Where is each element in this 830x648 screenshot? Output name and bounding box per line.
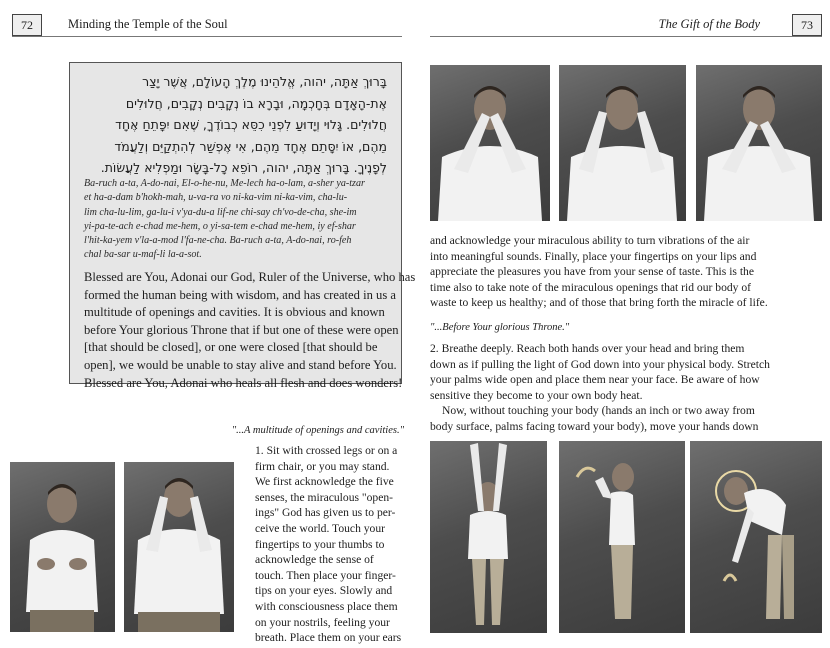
photo-fingers-on-ears bbox=[559, 65, 686, 221]
step-1-line: firm chair, or you may stand. bbox=[255, 459, 390, 473]
english-blessing bbox=[84, 269, 416, 392]
person-hands-to-eyes-illustration bbox=[124, 462, 234, 632]
hebrew-line: חֲלוּלִים. גָּלוּי וְיָדוּעַ לִפְנֵי כִסֵּא כְבוֹדֶךָ, שֶׁאִם יִפָּתֵחַ אֶחָד bbox=[115, 117, 387, 132]
right-paragraph-1 bbox=[430, 233, 768, 311]
english-line: multitude of openings and cavities. It is obvious and known bbox=[84, 305, 385, 320]
hebrew-line: מֵהֶם, אוֹ יִסָּתֵם אֶחָד מֵהֶם, אִי אֶפְשַׁר לְהִתְקַיֵּם וְלַעֲמֹד bbox=[114, 138, 387, 154]
english-line: Blessed are You, Adonai our God, Ruler of the Universe, who has bbox=[84, 270, 416, 284]
step-1-line: with consciousness place them bbox=[255, 599, 398, 613]
translit-line: l'hit-ka-yem v'la-a-mod l'fa-ne-cha. Ba-ruch a-ta, A-do-nai, ro-feh bbox=[84, 235, 352, 247]
step-1-line: We first acknowledge the five bbox=[255, 475, 394, 489]
right-running-head: The Gift of the Body bbox=[658, 17, 760, 31]
left-caption: "...A multitude of openings and cavities." bbox=[231, 425, 404, 436]
translit-line: Ba-ruch a-ta, A-do-nai, El-o-he-nu, Me-lech ha-o-lam, a-sher ya-tzar bbox=[84, 178, 365, 189]
person-seated-illustration bbox=[10, 462, 115, 632]
blessing-box bbox=[69, 62, 416, 390]
step-1-line: ceive the world. Touch your bbox=[255, 521, 386, 535]
hebrew-blessing bbox=[86, 71, 387, 179]
english-line: open], we would be unable to stay alive and stand before You. bbox=[84, 357, 397, 372]
step-1-line: touch. Then place your finger- bbox=[255, 568, 396, 582]
hebrew-line: בָּרוּךְ אַתָּה, יהוה, אֱלֹהֵינוּ מֶלֶךְ הָעוֹלָם, אֲשֶׁר יָצַר bbox=[142, 74, 387, 89]
step-1-line: acknowledge the sense of bbox=[255, 553, 374, 567]
photo-bending-forward bbox=[690, 441, 822, 633]
step-2-text bbox=[430, 341, 770, 434]
step-1-line: ings" God has given us to per- bbox=[255, 506, 396, 520]
english-line: formed the human being with wisdom, and has created in us a bbox=[84, 287, 396, 302]
step-1-line: tips on your eyes. Slowly and bbox=[255, 584, 393, 598]
right-header-rule bbox=[430, 36, 822, 37]
step-1-line: senses, the miraculous "open- bbox=[255, 490, 394, 504]
transliteration bbox=[84, 177, 389, 263]
right-para-line: into meaningful sounds. Finally, place your fingertips on your lips and bbox=[430, 249, 757, 263]
person-hands-to-ears-illustration bbox=[559, 65, 686, 221]
step-1-line: on your nostrils, feeling your bbox=[255, 615, 390, 629]
hebrew-line: אֶת-הָאָדָם בְּחָכְמָה, וּבָרָא בוֹ נְקָבִים נְקָבִים, חֲלוּלִים bbox=[125, 95, 387, 111]
photo-fingers-on-eyes bbox=[124, 462, 234, 632]
person-reaching-up-illustration bbox=[430, 441, 547, 633]
step-2-line: your palms wide open and place them near your face. Be aware of how bbox=[430, 373, 760, 386]
translit-line: lim cha-lu-lim, ga-lu-i v'ya-du-a lif-ne chi-say ch'vo-de-cha, she-im bbox=[84, 206, 357, 218]
step-2-line: 2. Breathe deeply. Reach both hands over your head and bring them bbox=[430, 342, 745, 355]
photo-fingers-on-nostrils bbox=[430, 65, 550, 221]
english-line: Blessed are You, Adonai who heals all flesh and does wonders! bbox=[84, 375, 403, 390]
left-header-rule bbox=[12, 36, 402, 37]
translit-line: et ha-a-dam b'hokh-mah, u-va-ra vo ni-ka-vim ni-ka-vim, cha-lu- bbox=[84, 192, 348, 204]
photo-fingers-on-lips bbox=[696, 65, 822, 221]
right-caption: "...Before Your glorious Throne." bbox=[430, 322, 570, 333]
step-2-line: body surface, palms facing toward your body), move your hands down bbox=[430, 419, 759, 433]
step-2-line: Now, without touching your body (hands an inch or two away from bbox=[442, 404, 755, 417]
step-1-line: 1. Sit with crossed legs or on a bbox=[255, 444, 398, 457]
photo-hands-over-head bbox=[430, 441, 547, 633]
person-profile-illustration bbox=[559, 441, 685, 633]
person-hands-to-nose-illustration bbox=[430, 65, 550, 221]
english-line: before Your glorious Throne that if but one of these were open bbox=[84, 322, 399, 337]
right-para-line: and acknowledge your miraculous ability to turn vibrations of the air bbox=[430, 234, 750, 247]
right-para-line: waste to keep us healthy; and of those that bring forth the miracle of life. bbox=[430, 296, 768, 309]
translit-line: yi-pa-te-ach e-chad me-hem, o yi-sa-tem e-chad me-hem, iy ef-shar bbox=[84, 220, 356, 232]
hebrew-line: לְפָנֶיךָ. בָּרוּךְ אַתָּה, יהוה, רוֹפֵא כָל-בָּשָׂר וּמַפְלִיא לַעֲשׂוֹת. bbox=[100, 160, 387, 175]
step-2-line: sensitive they become to your own body heat. bbox=[430, 388, 643, 402]
photo-hands-near-face-side bbox=[559, 441, 685, 633]
english-line: [that should be closed], or one were closed [that should be bbox=[84, 340, 378, 355]
translit-line: chal ba-sar u-maf-li la-a-sot. bbox=[84, 249, 202, 261]
step-1-text bbox=[255, 443, 401, 646]
right-page-number: 73 bbox=[792, 14, 822, 36]
left-page-number: 72 bbox=[12, 14, 42, 36]
right-para-line: appreciate the pleasures you have from your sense of taste. This is the bbox=[430, 265, 754, 278]
step-1-line: fingertips to your thumbs to bbox=[255, 537, 385, 551]
person-hands-to-lips-illustration bbox=[696, 65, 822, 221]
step-1-line: breath. Place them on your ears bbox=[255, 631, 402, 645]
photo-fingertips-to-thumbs bbox=[10, 462, 115, 632]
person-bending-illustration bbox=[690, 441, 822, 633]
right-para-line: time also to take note of the miraculous openings that rid our body of bbox=[430, 280, 752, 294]
step-2-line: down as if pulling the light of God down into your physical body. Stretch bbox=[430, 357, 770, 371]
left-running-head: Minding the Temple of the Soul bbox=[68, 17, 228, 31]
